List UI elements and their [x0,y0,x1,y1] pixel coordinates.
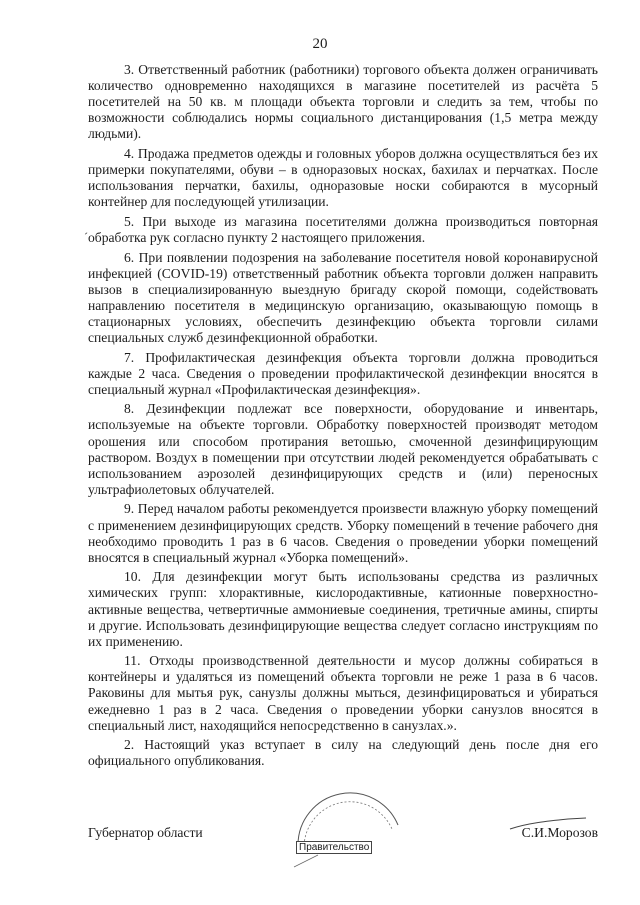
paragraph-4: 4. Продажа предметов одежды и головных уборов должна осуществляться без их примерки покупателями, обуви – в одноразовых носках, бахилах и перчатках. После использования перчатки, бахилы, одноразовые носки собираются в мусорный контейнер для последующей утилизации. [88,145,598,210]
signatory-name: С.И.Морозов [521,825,598,840]
paragraph-6: 6. При появлении подозрения на заболевание посетителя новой коронавирусной инфекцией (COVID-19) ответственный работник объекта торговли должен направить вызов в специализированную выездную бригаду скорой помощи, содействовать направлению посетителя в медицинскую организацию, оказывающую помощь в стационарных условиях, обеспечить дезинфекцию объекта торговли силами специальных служб дезинфекционной обработки. [88,249,598,345]
stamp-graphic [288,785,408,885]
paragraph-7: 7. Профилактическая дезинфекция объекта торговли должна проводиться каждые 2 часа. Сведения о проведении профилактической дезинфекции вносятся в специальный журнал «Профилактическая дезинфекция». [88,349,598,397]
handwritten-signature [508,815,588,835]
signatory-position: Губернатор области [88,825,203,840]
paragraph-10: 10. Для дезинфекции могут быть использованы средства из различных химических групп: хлорактивные, кислородактивные, катионные поверхностно-активные вещества, четвертичные аммониевые соединения, третичные амины, спирты и другие. Использовать дезинфицирующие вещества следует согласно инструкциям по их применению. [88,569,598,649]
paragraph-9: 9. Перед началом работы рекомендуется произвести влажную уборку помещений с применением дезинфицирующих средств. Уборку помещений в течение рабочего дня необходимо проводить 1 раз в 6 часов. Сведения о проведении уборки помещений вносятся в специальный журнал «Уборка помещений». [88,501,598,565]
page-number: 20 [312,36,328,52]
scan-artifact: ˊ [84,230,88,244]
paragraph-8: 8. Дезинфекции подлежат все поверхности, оборудование и инвентарь, используемые на объекте торговли. Обработку поверхностей производят методом орошения или способом протирания ветошью, смоченной дезинфицирующим раствором. Воздух в помещении при отсутствии людей рекомендуется обрабатывать с использованием аэрозолей дезинфицирующих средств и (или) переносных ультрафиолетовых облучателей. [88,401,598,497]
paragraph-11: 11. Отходы производственной деятельности и мусор должны собираться в контейнеры и удаляться из помещений объекта торговли не реже 1 раза в 6 часов. Раковины для мытья рук, санузлы должны мыться, дезинфицироваться и убираться ежедневно 1 раз в 2 часа. Сведения о проведении уборки санузлов вносятся в специальный лист, находящийся непосредственно в санузлах.». [88,653,598,733]
paragraph-decree-2: 2. Настоящий указ вступает в силу на следующий день после дня его официального опубликования. [88,737,598,769]
paragraph-5: 5. При выходе из магазина посетителями должна производиться повторная обработка рук согласно пункту 2 настоящего приложения. [88,213,598,245]
stamp-label: Правительство [296,841,372,854]
signature-block [88,815,598,855]
paragraph-3: 3. Ответственный работник (работники) торгового объекта должен ограничивать количество одновременно находящихся в магазине посетителей из расчёта 5 посетителей на 50 кв. м площади объекта торговли и следить за тем, чтобы по возможности соблюдались нормы социального дистанцирования (1,5 метра между людьми). [88,62,598,142]
official-stamp [288,785,408,885]
document-body [88,62,598,773]
